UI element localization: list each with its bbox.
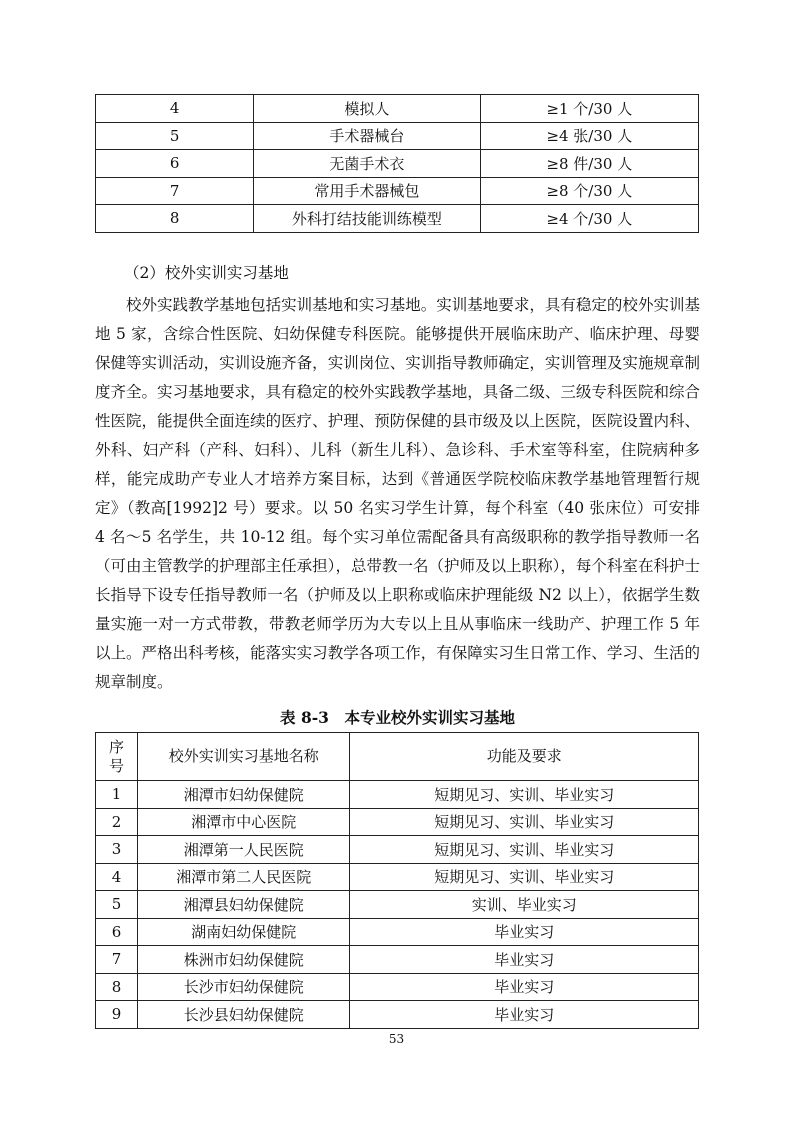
page-number: 53 <box>388 1032 405 1046</box>
table-cell: 8 <box>96 205 254 233</box>
table-cell: 湘潭市妇幼保健院 <box>138 781 350 809</box>
table-cell: 湖南妇幼保健院 <box>138 918 350 946</box>
table-cell: 8 <box>96 973 138 1001</box>
table-cell: ≥8 件/30 人 <box>480 150 698 178</box>
table-caption: 表 8-3 本专业校外实训实习基地 <box>280 708 515 727</box>
section-heading: （2）校外实训实习基地 <box>124 264 289 282</box>
table-row <box>96 781 699 809</box>
table-row <box>96 808 699 836</box>
table-cell: 短期见习、实训、毕业实习 <box>350 836 699 864</box>
table-row <box>96 863 699 891</box>
header-function: 功能及要求 <box>350 733 699 781</box>
table-cell: 7 <box>96 946 138 974</box>
table-cell: 株洲市妇幼保健院 <box>138 946 350 974</box>
table-row <box>96 150 699 178</box>
body-paragraph: 校外实践教学基地包括实训基地和实习基地。实训基地要求，具有稳定的校外实训基地 5 家，含综合性医院、妇幼保健专科医院。能够提供开展临床助产、临床护理、母婴保健等实训活动，实训设施齐备，实训岗位、实训指导教师确定，实训管理及实施规章制度齐全。实习基地要求，具有稳定的校外实践教学基地，具备二级、三级专科医院和综合性医院，能提供全面连续的医疗、护理、预防保健的县市级及以上医院，医院设置内科、外科、妇产科（产科、妇科）、儿科（新生儿科）、急诊科、手术室等科室，住院病种多样，能完成助产专业人才培养方案目标，达到《普通医学院校临床教学基地管理暂行规定》（教高[1992]2 号）要求。以 50 名实习学生计算，每个科室（40 张床位）可安排 4 名～5 名学生，共 10-12 组。每个实习单位需配备具有高级职称的教学指导教师一名（可由主管教学的护理部主任承担），总带教一名（护师及以上职称），每个科室在科护士长指导下设专任指导教师一名（护师及以上职称或临床护理能级 N2 以上），依据学生数量实施一对一方式带教，带教老师学历为大专以上且从事临床一线助产、护理工作 5 年以上。严格出科考核，能落实实习教学各项工作，有保障实习生日常工作、学习、生活的规章制度。 <box>95 296 700 691</box>
table-cell: ≥1 个/30 人 <box>480 95 698 123</box>
table-row <box>96 836 699 864</box>
table-cell: 6 <box>96 150 254 178</box>
table-cell: 9 <box>96 1001 138 1029</box>
table-cell: 5 <box>96 122 254 150</box>
table-cell: 4 <box>96 95 254 123</box>
table-cell: 长沙县妇幼保健院 <box>138 1001 350 1029</box>
table-cell: 4 <box>96 863 138 891</box>
table-cell: 湘潭县妇幼保健院 <box>138 891 350 919</box>
table-cell: 毕业实习 <box>350 918 699 946</box>
table-cell: 3 <box>96 836 138 864</box>
table-cell: 实训、毕业实习 <box>350 891 699 919</box>
table-cell: 6 <box>96 918 138 946</box>
table-row <box>96 891 699 919</box>
table-row <box>96 205 699 233</box>
table-cell: 长沙市妇幼保健院 <box>138 973 350 1001</box>
table-row <box>96 918 699 946</box>
table-cell: 5 <box>96 891 138 919</box>
table-cell: 短期见习、实训、毕业实习 <box>350 808 699 836</box>
table-header-row <box>96 733 699 781</box>
table-cell: ≥4 张/30 人 <box>480 122 698 150</box>
table-row <box>96 95 699 123</box>
table-row <box>96 973 699 1001</box>
table-cell: 模拟人 <box>254 95 480 123</box>
table-cell: 7 <box>96 177 254 205</box>
table-cell: 湘潭市中心医院 <box>138 808 350 836</box>
table-row <box>96 122 699 150</box>
table-cell: 2 <box>96 808 138 836</box>
table-cell: ≥4 个/30 人 <box>480 205 698 233</box>
table-cell: 毕业实习 <box>350 1001 699 1029</box>
table-cell: 1 <box>96 781 138 809</box>
equipment-table <box>95 94 699 233</box>
training-base-table <box>95 732 699 1029</box>
table-cell: 毕业实习 <box>350 973 699 1001</box>
table-cell: 手术器械台 <box>254 122 480 150</box>
table-cell: 外科打结技能训练模型 <box>254 205 480 233</box>
table-cell: 毕业实习 <box>350 946 699 974</box>
table-row <box>96 1001 699 1029</box>
table-cell: 短期见习、实训、毕业实习 <box>350 781 699 809</box>
table-cell: 短期见习、实训、毕业实习 <box>350 863 699 891</box>
header-base-name: 校外实训实习基地名称 <box>138 733 350 781</box>
table-cell: 湘潭第一人民医院 <box>138 836 350 864</box>
table-row <box>96 946 699 974</box>
header-index: 序号 <box>96 733 138 781</box>
table-row <box>96 177 699 205</box>
table-cell: 湘潭市第二人民医院 <box>138 863 350 891</box>
table-cell: 无菌手术衣 <box>254 150 480 178</box>
table-cell: ≥8 个/30 人 <box>480 177 698 205</box>
table-cell: 常用手术器械包 <box>254 177 480 205</box>
